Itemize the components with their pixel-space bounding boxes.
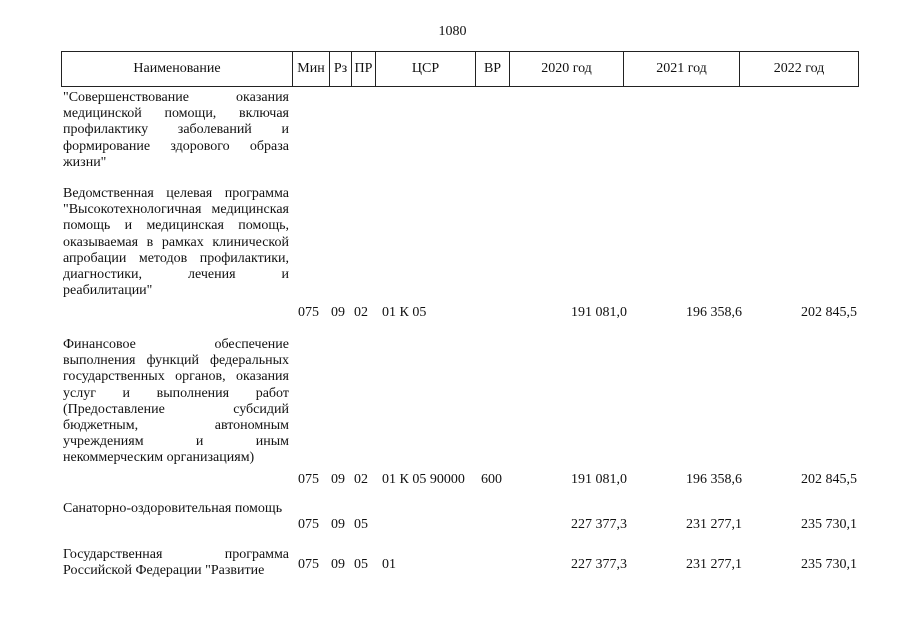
page-number: 1080: [438, 24, 467, 39]
row-name: Государственная программа Российской Федерации "Развитие: [63, 547, 289, 579]
row-name: Санаторно-оздоровительная помощь: [63, 501, 283, 516]
table-row: [61, 186, 858, 326]
row-2020: 227 377,3: [571, 557, 627, 572]
row-pr: 02: [354, 472, 368, 487]
row-2020: 191 081,0: [571, 305, 627, 320]
row-2021: 231 277,1: [686, 557, 742, 572]
column-header-2022: 2022 год: [740, 52, 859, 87]
row-2022: 202 845,5: [801, 305, 857, 320]
column-header-rz: Рз: [330, 52, 352, 87]
row-2021: 196 358,6: [686, 305, 742, 320]
column-header-2020: 2020 год: [510, 52, 624, 87]
row-name: Ведомственная целевая программа "Высокотехнологичная медицинская помощь и медицинская помощь, оказываемая в рамках клинической апробации методов профилактики, диагностики, лечения и реабилитации": [63, 186, 289, 299]
row-min: 075: [298, 472, 319, 487]
row-csr: 01: [382, 557, 396, 572]
row-rz: 09: [331, 557, 345, 572]
table-row: [61, 547, 858, 583]
row-csr: 01 К 05: [382, 305, 427, 320]
column-header-pr: ПР: [352, 52, 376, 87]
row-2022: 235 730,1: [801, 517, 857, 532]
column-header-2021: 2021 год: [624, 52, 740, 87]
table-header: [61, 51, 859, 87]
row-2022: 235 730,1: [801, 557, 857, 572]
row-name: Финансовое обеспечение выполнения функций федеральных государственных органов, оказания услуг и выполнения работ (Предоставление субсидий бюджетным, автономным учреждениям и иным некоммерческим организациям): [63, 337, 289, 466]
row-2021: 196 358,6: [686, 472, 742, 487]
row-name: "Совершенствование оказания медицинской помощи, включая профилактику заболеваний и формирование здорового образа жизни": [63, 90, 289, 170]
row-2020: 191 081,0: [571, 472, 627, 487]
row-min: 075: [298, 517, 319, 532]
row-csr: 01 К 05 90000: [382, 472, 465, 487]
column-header-min: Мин: [293, 52, 330, 87]
row-2021: 231 277,1: [686, 517, 742, 532]
table-row: [61, 337, 858, 492]
column-header-csr: ЦСР: [376, 52, 476, 87]
column-header-vr: ВР: [476, 52, 510, 87]
row-pr: 05: [354, 557, 368, 572]
column-header-name: Наименование: [62, 52, 293, 87]
row-rz: 09: [331, 472, 345, 487]
row-pr: 05: [354, 517, 368, 532]
table-row: [61, 501, 858, 537]
row-min: 075: [298, 557, 319, 572]
row-rz: 09: [331, 517, 345, 532]
row-2020: 227 377,3: [571, 517, 627, 532]
row-rz: 09: [331, 305, 345, 320]
row-pr: 02: [354, 305, 368, 320]
row-2022: 202 845,5: [801, 472, 857, 487]
table-row: [61, 90, 858, 174]
row-vr: 600: [481, 472, 502, 487]
row-min: 075: [298, 305, 319, 320]
